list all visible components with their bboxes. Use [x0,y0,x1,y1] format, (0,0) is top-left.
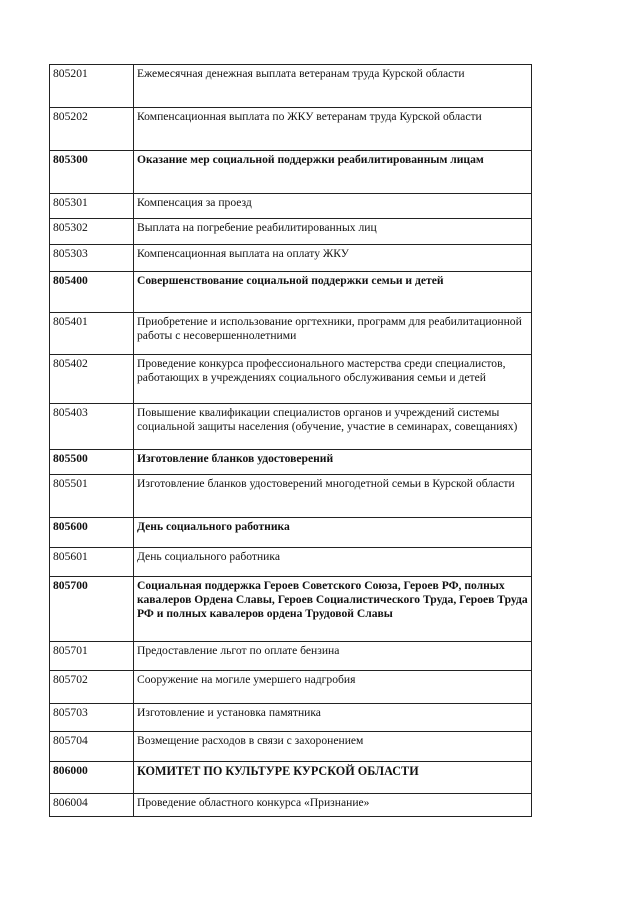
row-code: 805202 [50,108,134,151]
table-row-section [50,518,532,548]
table-row-section [50,577,532,642]
table-row [50,671,532,704]
table-row [50,313,532,355]
row-description: Социальная поддержка Героев Советского Союза, Героев РФ, полных кавалеров Ордена Славы, Героев Социалистического Труда, Героев Труда РФ и полных кавалеров ордена Трудовой Славы [134,577,532,642]
table-row [50,548,532,577]
row-description: Изготовление бланков удостоверений [134,450,532,475]
row-code: 805402 [50,355,134,404]
row-description: Предоставление льгот по оплате бензина [134,642,532,671]
table-row [50,355,532,404]
table-row [50,404,532,450]
table-row [50,245,532,272]
row-description: Изготовление бланков удостоверений многодетной семьи в Курской области [134,475,532,518]
row-code: 805301 [50,194,134,219]
table-row-section [50,762,532,794]
row-code: 805500 [50,450,134,475]
row-code: 805303 [50,245,134,272]
table-row-section [50,151,532,194]
row-code: 805704 [50,732,134,762]
table-row [50,65,532,108]
table-row-section [50,272,532,313]
table-row [50,194,532,219]
row-description: Проведение областного конкурса «Признание» [134,794,532,817]
row-code: 805702 [50,671,134,704]
row-code: 805600 [50,518,134,548]
classification-table [49,64,532,817]
row-description: Изготовление и установка памятника [134,704,532,732]
table-row [50,732,532,762]
table-row [50,219,532,245]
table-row [50,642,532,671]
row-code: 805201 [50,65,134,108]
table-row-section [50,450,532,475]
row-description: Компенсационная выплата на оплату ЖКУ [134,245,532,272]
row-code: 805601 [50,548,134,577]
row-description: Компенсация за проезд [134,194,532,219]
table-row [50,704,532,732]
row-code: 805403 [50,404,134,450]
row-description: Возмещение расходов в связи с захоронением [134,732,532,762]
row-description: КОМИТЕТ ПО КУЛЬТУРЕ КУРСКОЙ ОБЛАСТИ [134,762,532,794]
row-code: 805401 [50,313,134,355]
row-code: 806000 [50,762,134,794]
row-code: 805701 [50,642,134,671]
row-code: 805300 [50,151,134,194]
row-description: День социального работника [134,518,532,548]
row-code: 805501 [50,475,134,518]
row-code: 805400 [50,272,134,313]
row-code: 806004 [50,794,134,817]
row-description: Приобретение и использование оргтехники, программ для реабилитационной работы с несовершеннолетними [134,313,532,355]
row-code: 805302 [50,219,134,245]
row-description: Выплата на погребение реабилитированных лиц [134,219,532,245]
table-row [50,475,532,518]
row-description: Ежемесячная денежная выплата ветеранам труда Курской области [134,65,532,108]
row-description: Компенсационная выплата по ЖКУ ветеранам труда Курской области [134,108,532,151]
table-row [50,794,532,817]
row-description: День социального работника [134,548,532,577]
row-description: Сооружение на могиле умершего надгробия [134,671,532,704]
row-description: Оказание мер социальной поддержки реабилитированным лицам [134,151,532,194]
table-row [50,108,532,151]
row-code: 805703 [50,704,134,732]
row-description: Проведение конкурса профессионального мастерства среди специалистов, работающих в учреждениях социального обслуживания семьи и детей [134,355,532,404]
row-description: Совершенствование социальной поддержки семьи и детей [134,272,532,313]
row-code: 805700 [50,577,134,642]
row-description: Повышение квалификации специалистов органов и учреждений системы социальной защиты населения (обучение, участие в семинарах, совещаниях) [134,404,532,450]
